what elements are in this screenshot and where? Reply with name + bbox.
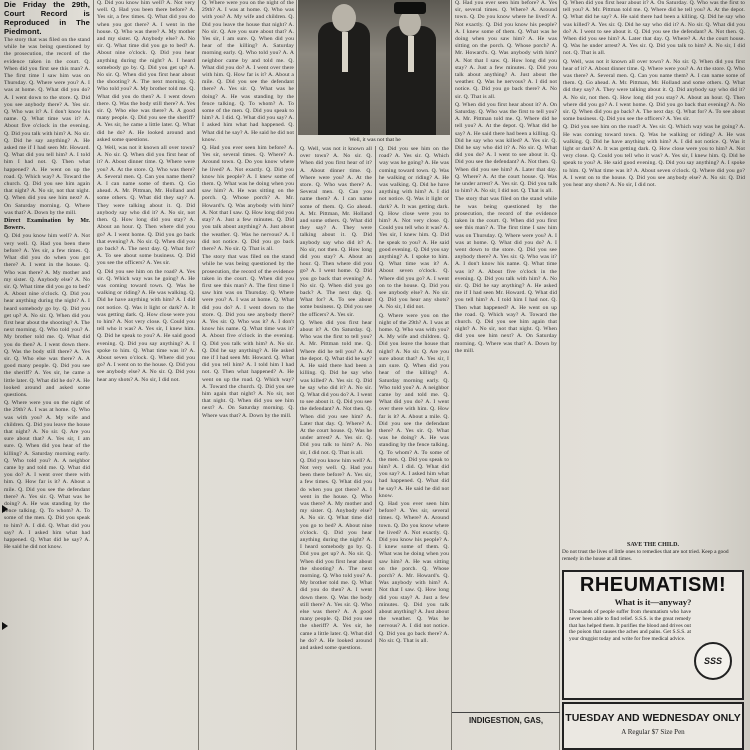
column-4-text-c: Q. Did you know him well? A. Not very well. Q. Had you been there before? A. Yes sir, a few times. Q. What did you do when you got there? A. I went in the house. Q. Who was there? A. My mother and my sister. Q. Anybody else? A. No sir. Q. What time did you go to bed? A. About nine o'clock. Q. Did you hear anything during the night? A. I heard somebody go by. Q. Did you get up? A. No sir. Q. When did you first hear about the shooting? A. The next morning. Q. Who told you? A. My brother told me. Q. What did you do then? A. I went down there. Q. Was the body still there? A. Yes sir. Q. Who else was there? A. A good many people. Q. Did you see the sheriff? A. Yes sir, he came a little later. Q. What did he do? A. He looked around and asked some questions.	[300, 457, 372, 652]
column-5	[379, 146, 449, 750]
column-7-text: Q. When did you first hear about it? A. On Saturday. Q. Who was the first to tell you? A. Mr. Pittman told me. Q. Where did he tell you? A. At the depot. Q. What did he say? A. He said there had been a killing. Q. Did he say who was killed? A. Yes sir. Q. Did he say who did it? A. No sir. Q. What did you do? A. I went to see about it. Q. Did you see the defendant? A. Not then. Q. When did you see him? A. Later that day. Q. Where? A. At the court house. Q. Was he under arrest? A. Yes sir. Q. Did you talk to him? A. No sir, I did not. Q. That is all.	[563, 0, 745, 57]
column-4-text-b: Q. When did you first hear about it? A. On Saturday. Q. Who was the first to tell you? A. Mr. Pittman told me. Q. Where did he tell you? A. At the depot. Q. What did he say? A. He said there had been a killing. Q. Did he say who was killed? A. Yes sir. Q. Did he say who did it? A. No sir. Q. What did you do? A. I went to see about it. Q. Did you see the defendant? A. Not then. Q. When did you see him? A. Later that day. Q. Where? A. At the court house. Q. Was he under arrest? A. Yes sir. Q. Did you talk to him? A. No sir, I did not. Q. That is all.	[300, 319, 372, 456]
ad-title: RHEUMATISM!	[579, 574, 727, 596]
sss-logo: SSS	[694, 642, 732, 680]
column-1-text-c: Q. Where were you on the night of the 29th? A. I was at home. Q. Who was with you? A. My wife and children. Q. Did you leave the house that night? A. No sir. Q. Are you sure about that? A. Yes sir, I am sure. Q. When did you hear of the killing? A. Saturday morning early. Q. Who told you? A. A neighbor came by and told me. Q. What did you do? A. I went over there with him. Q. How far is it? A. About a mile. Q. Did you see the defendant there? A. Yes sir. Q. What was he doing? A. He was standing by the fence talking. Q. To whom? A. To some of the men. Q. Did you speak to him? A. I did. Q. What did you say? A. I asked him what had happened. Q. What did he say? A. He said he did not know.	[4, 400, 90, 551]
column-5-text-b: Q. Where were you on the night of the 29th? A. I was at home. Q. Who was with you? A. My wife and children. Q. Did you leave the house that night? A. No sir. Q. Are you sure about that? A. Yes sir, I am sure. Q. When did you hear of the killing? A. Saturday morning early. Q. Who told you? A. A neighbor came by and told me. Q. What did you do? A. I went over there with him. Q. How far is it? A. About a mile. Q. Did you see the defendant there? A. Yes sir. Q. What was he doing? A. He was standing by the fence talking. Q. To whom? A. To some of the men. Q. Did you speak to him? A. I did. Q. What did you say? A. I asked him what had happened. Q. What did he say? A. He said he did not know.	[379, 312, 449, 499]
column-4-text: Q. Well, was not it known all over town? A. No sir. Q. When did you first hear of it? A. About dinner time. Q. Where were you? A. At the store. Q. Who was there? A. Several men. Q. Can you name them? A. I can name some of them. Q. Go ahead. A. Mr. Pittman, Mr. Holland and some others. Q. What did they say? A. They were talking about it. Q. Did anybody say who did it? A. No sir, not then. Q. How long did you stay? A. About an hour. Q. Then where did you go? A. I went home. Q. Did you go back that evening? A. No sir. Q. When did you go back? A. The next day. Q. What for? A. To see about some business. Q. Did you see the officers? A. Yes sir.	[300, 146, 372, 318]
column-3	[202, 0, 294, 750]
column-rule	[93, 0, 94, 750]
notice-text: Do not trust the lives of little ones to remedies that are not tried. Keep a good remedy in the house at all times.	[562, 548, 729, 562]
section-head: Direct Examination by Mr. Bowers.	[4, 218, 90, 232]
column-6	[455, 0, 557, 708]
pen-ad-title: TUESDAY AND WEDNESDAY ONLY	[565, 712, 741, 724]
column-7	[563, 0, 745, 538]
column-7-text-c: Q. Did you see him on the road? A. Yes sir. Q. Which way was he going? A. He was coming toward town. Q. Was he walking or riding? A. He was walking. Q. Did he have anything with him? A. I did not notice. Q. Was it light or dark? A. It was getting dark. Q. How close were you to him? A. Not very close. Q. Could you tell who it was? A. Yes sir, I knew him. Q. Did he speak to you? A. He said good evening. Q. Did you say anything? A. I spoke to him. Q. What time was it? A. About seven o'clock. Q. Where did you go? A. I went on to the house. Q. Did you see anybody else? A. No sir. Q. Did you hear any shots? A. No sir, I did not.	[563, 124, 745, 189]
ad-body: Thousands of people suffer from rheumatism who have never been able to find relief. S.S.S. is the great remedy that has helped them. It purifies the blood and drives out the poison that causes the aches and pains. Get S.S.S. at your druggist today and write for free medical advice.	[569, 609, 691, 643]
column-rule	[451, 0, 452, 750]
column-rule	[296, 0, 297, 750]
column-rule	[198, 0, 199, 750]
column-6-text-c: The story that was filed on the stand while he was being questioned by the prosecution, the record of the evidence taken in the court. Q. When did you first see this man? A. The first time I saw him was on Thursday. Q. Where were you? A. I was at home. Q. What did you do? A. I went down to the store. Q. Did you see anybody there? A. Yes sir. Q. Who was it? A. I don't know his name. Q. What time was it? A. About five o'clock in the evening. Q. Did you talk with him? A. No sir. Q. Did he say anything? A. He asked me if I had seen Mr. Howard. Q. What did you tell him? A. I told him I had not. Q. Then what happened? A. He went on up the road. Q. Which way? A. Toward the church. Q. Did you see him again that night? A. No sir, not that night. Q. When did you see him next? A. On Saturday morning. Q. Where was that? A. Down by the mill.	[455, 196, 557, 354]
column-1-text: The story that was filed on the stand while he was being questioned by the prosecution, the record of the evidence taken in the court. Q. When did you first see this man? A. The first time I saw him was on Thursday. Q. Where were you? A. I was at home. Q. What did you do? A. I went down to the store. Q. Did you see anybody there? A. Yes sir. Q. Who was it? A. I don't know his name. Q. What time was it? A. About five o'clock in the evening. Q. Did you talk with him? A. No sir. Q. Did he say anything? A. He asked me if I had seen Mr. Howard. Q. What did you tell him? A. I told him I had not. Q. Then what happened? A. He went on up the road. Q. Which way? A. Toward the church. Q. Did you see him again that night? A. No sir, not that night. Q. When did you see him next? A. On Saturday morning. Q. Where was that? A. Down by the mill.	[4, 37, 90, 216]
notice-title: SAVE THE CHILD.	[627, 542, 679, 548]
column-6-text-b: Q. When did you first hear about it? A. On Saturday. Q. Who was the first to tell you? A. Mr. Pittman told me. Q. Where did he tell you? A. At the depot. Q. What did he say? A. He said there had been a killing. Q. Did he say who was killed? A. Yes sir. Q. Did he say who did it? A. No sir. Q. What did you do? A. I went to see about it. Q. Did you see the defendant? A. Not then. Q. When did you see him? A. Later that day. Q. Where? A. At the court house. Q. Was he under arrest? A. Yes sir. Q. Did you talk to him? A. No sir, I did not. Q. That is all.	[455, 101, 557, 195]
news-photo	[298, 0, 450, 135]
column-5-text: Q. Did you see him on the road? A. Yes sir. Q. Which way was he going? A. He was coming toward town. Q. Was he walking or riding? A. He was walking. Q. Did he have anything with him? A. I did not notice. Q. Was it light or dark? A. It was getting dark. Q. How close were you to him? A. Not very close. Q. Could you tell who it was? A. Yes sir, I knew him. Q. Did he speak to you? A. He said good evening. Q. Did you say anything? A. I spoke to him. Q. What time was it? A. About seven o'clock. Q. Where did you go? A. I went on to the house. Q. Did you see anybody else? A. No sir. Q. Did you hear any shots? A. No sir, I did not.	[379, 146, 449, 311]
column-3-text-b: Q. Had you ever seen him before? A. Yes sir, several times. Q. Where? A. Around town. Q. Do you know where he lived? A. Not exactly. Q. Did you know his people? A. I knew some of them. Q. What was he doing when you saw him? A. He was sitting on the porch. Q. Whose porch? A. Mr. Howard's. Q. Was anybody with him? A. Not that I saw. Q. How long did you stay? A. Just a few minutes. Q. Did you talk about anything? A. Just about the weather. Q. Was he nervous? A. I did not notice. Q. Did you go back there? A. No sir. Q. That is all.	[202, 145, 294, 252]
top-headline: Die Friday the 29th, Court Record is Reproduced in The Piedmont.	[4, 0, 90, 36]
indigestion-ad: INDIGESTION, GAS,	[452, 712, 560, 750]
column-rule	[559, 0, 560, 750]
column-1	[4, 0, 90, 750]
margin-mark-icon	[2, 505, 8, 513]
column-2	[97, 0, 195, 750]
column-6-text: Q. Had you ever seen him before? A. Yes sir, several times. Q. Where? A. Around town. Q. Do you know where he lived? A. Not exactly. Q. Did you know his people? A. I knew some of them. Q. What was he doing when you saw him? A. He was sitting on the porch. Q. Whose porch? A. Mr. Howard's. Q. Was anybody with him? A. Not that I saw. Q. How long did you stay? A. Just a few minutes. Q. Did you talk about anything? A. Just about the weather. Q. Was he nervous? A. I did not notice. Q. Did you go back there? A. No sir. Q. That is all.	[455, 0, 557, 100]
column-4	[300, 146, 372, 750]
column-3-text: Q. Where were you on the night of the 29th? A. I was at home. Q. Who was with you? A. My wife and children. Q. Did you leave the house that night? A. No sir. Q. Are you sure about that? A. Yes sir, I am sure. Q. When did you hear of the killing? A. Saturday morning early. Q. Who told you? A. A neighbor came by and told me. Q. What did you do? A. I went over there with him. Q. How far is it? A. About a mile. Q. Did you see the defendant there? A. Yes sir. Q. What was he doing? A. He was standing by the fence talking. Q. To whom? A. To some of the men. Q. Did you speak to him? A. I did. Q. What did you say? A. I asked him what had happened. Q. What did he say? A. He said he did not know.	[202, 0, 294, 143]
column-3-text-c: The story that was filed on the stand while he was being questioned by the prosecution, the record of the evidence taken in the court. Q. When did you first see this man? A. The first time I saw him was on Thursday. Q. Where were you? A. I was at home. Q. What did you do? A. I went down to the store. Q. Did you see anybody there? A. Yes sir. Q. Who was it? A. I don't know his name. Q. What time was it? A. About five o'clock in the evening. Q. Did you talk with him? A. No sir. Q. Did he say anything? A. He asked me if I had seen Mr. Howard. Q. What did you tell him? A. I told him I had not. Q. Then what happened? A. He went on up the road. Q. Which way? A. Toward the church. Q. Did you see him again that night? A. No sir, not that night. Q. When did you see him next? A. On Saturday morning. Q. Where was that? A. Down by the mill.	[202, 254, 294, 419]
rheumatism-ad	[562, 570, 744, 700]
pen-ad-subtitle: A Regular $7 Size Pen	[621, 728, 685, 736]
pen-sale-ad	[562, 702, 744, 750]
margin-mark-icon	[2, 622, 8, 630]
column-5-text-c: Q. Had you ever seen him before? A. Yes sir, several times. Q. Where? A. Around town. Q. Do you know where he lived? A. Not exactly. Q. Did you know his people? A. I knew some of them. Q. What was he doing when you saw him? A. He was sitting on the porch. Q. Whose porch? A. Mr. Howard's. Q. Was anybody with him? A. Not that I saw. Q. How long did you stay? A. Just a few minutes. Q. Did you talk about anything? A. Just about the weather. Q. Was he nervous? A. I did not notice. Q. Did you go back there? A. No sir. Q. That is all.	[379, 500, 449, 644]
ad-subtitle: What is it—anyway?	[614, 597, 692, 607]
column-rule	[375, 146, 376, 750]
column-2-text-c: Q. Did you see him on the road? A. Yes sir. Q. Which way was he going? A. He was coming toward town. Q. Was he walking or riding? A. He was walking. Q. Did he have anything with him? A. I did not notice. Q. Was it light or dark? A. It was getting dark. Q. How close were you to him? A. Not very close. Q. Could you tell who it was? A. Yes sir, I knew him. Q. Did he speak to you? A. He said good evening. Q. Did you say anything? A. I spoke to him. Q. What time was it? A. About seven o'clock. Q. Where did you go? A. I went on to the house. Q. Did you see anybody else? A. No sir. Q. Did you hear any shots? A. No sir, I did not.	[97, 268, 195, 383]
column-2-text: Q. Did you know him well? A. Not very well. Q. Had you been there before? A. Yes sir, a few times. Q. What did you do when you got there? A. I went in the house. Q. Who was there? A. My mother and my sister. Q. Anybody else? A. No sir. Q. What time did you go to bed? A. About nine o'clock. Q. Did you hear anything during the night? A. I heard somebody go by. Q. Did you get up? A. No sir. Q. When did you first hear about the shooting? A. The next morning. Q. Who told you? A. My brother told me. Q. What did you do then? A. I went down there. Q. Was the body still there? A. Yes sir. Q. Who else was there? A. A good many people. Q. Did you see the sheriff? A. Yes sir, he came a little later. Q. What did he do? A. He looked around and asked some questions.	[97, 0, 195, 143]
column-2-text-b: Q. Well, was not it known all over town? A. No sir. Q. When did you first hear of it? A. About dinner time. Q. Where were you? A. At the store. Q. Who was there? A. Several men. Q. Can you name them? A. I can name some of them. Q. Go ahead. A. Mr. Pittman, Mr. Holland and some others. Q. What did they say? A. They were talking about it. Q. Did anybody say who did it? A. No sir, not then. Q. How long did you stay? A. About an hour. Q. Then where did you go? A. I went home. Q. Did you go back that evening? A. No sir. Q. When did you go back? A. The next day. Q. What for? A. To see about some business. Q. Did you see the officers? A. Yes sir.	[97, 145, 195, 267]
column-1-text-b: Q. Did you know him well? A. Not very well. Q. Had you been there before? A. Yes sir, a few times. Q. What did you do when you got there? A. I went in the house. Q. Who was there? A. My mother and my sister. Q. Anybody else? A. No sir. Q. What time did you go to bed? A. About nine o'clock. Q. Did you hear anything during the night? A. I heard somebody go by. Q. Did you get up? A. No sir. Q. When did you first hear about the shooting? A. The next morning. Q. Who told you? A. My brother told me. Q. What did you do then? A. I went down there. Q. Was the body still there? A. Yes sir. Q. Who else was there? A. A good many people. Q. Did you see the sheriff? A. Yes sir, he came a little later. Q. What did he do? A. He looked around and asked some questions.	[4, 233, 90, 398]
notice-box	[562, 542, 744, 562]
photo-caption: Well, it was not that he	[349, 137, 401, 143]
column-7-text-b: Q. Well, was not it known all over town? A. No sir. Q. When did you first hear of it? A. About dinner time. Q. Where were you? A. At the store. Q. Who was there? A. Several men. Q. Can you name them? A. I can name some of them. Q. Go ahead. A. Mr. Pittman, Mr. Holland and some others. Q. What did they say? A. They were talking about it. Q. Did anybody say who did it? A. No sir, not then. Q. How long did you stay? A. About an hour. Q. Then where did you go? A. I went home. Q. Did you go back that evening? A. No sir. Q. When did you go back? A. The next day. Q. What for? A. To see about some business. Q. Did you see the officers? A. Yes sir.	[563, 58, 745, 123]
